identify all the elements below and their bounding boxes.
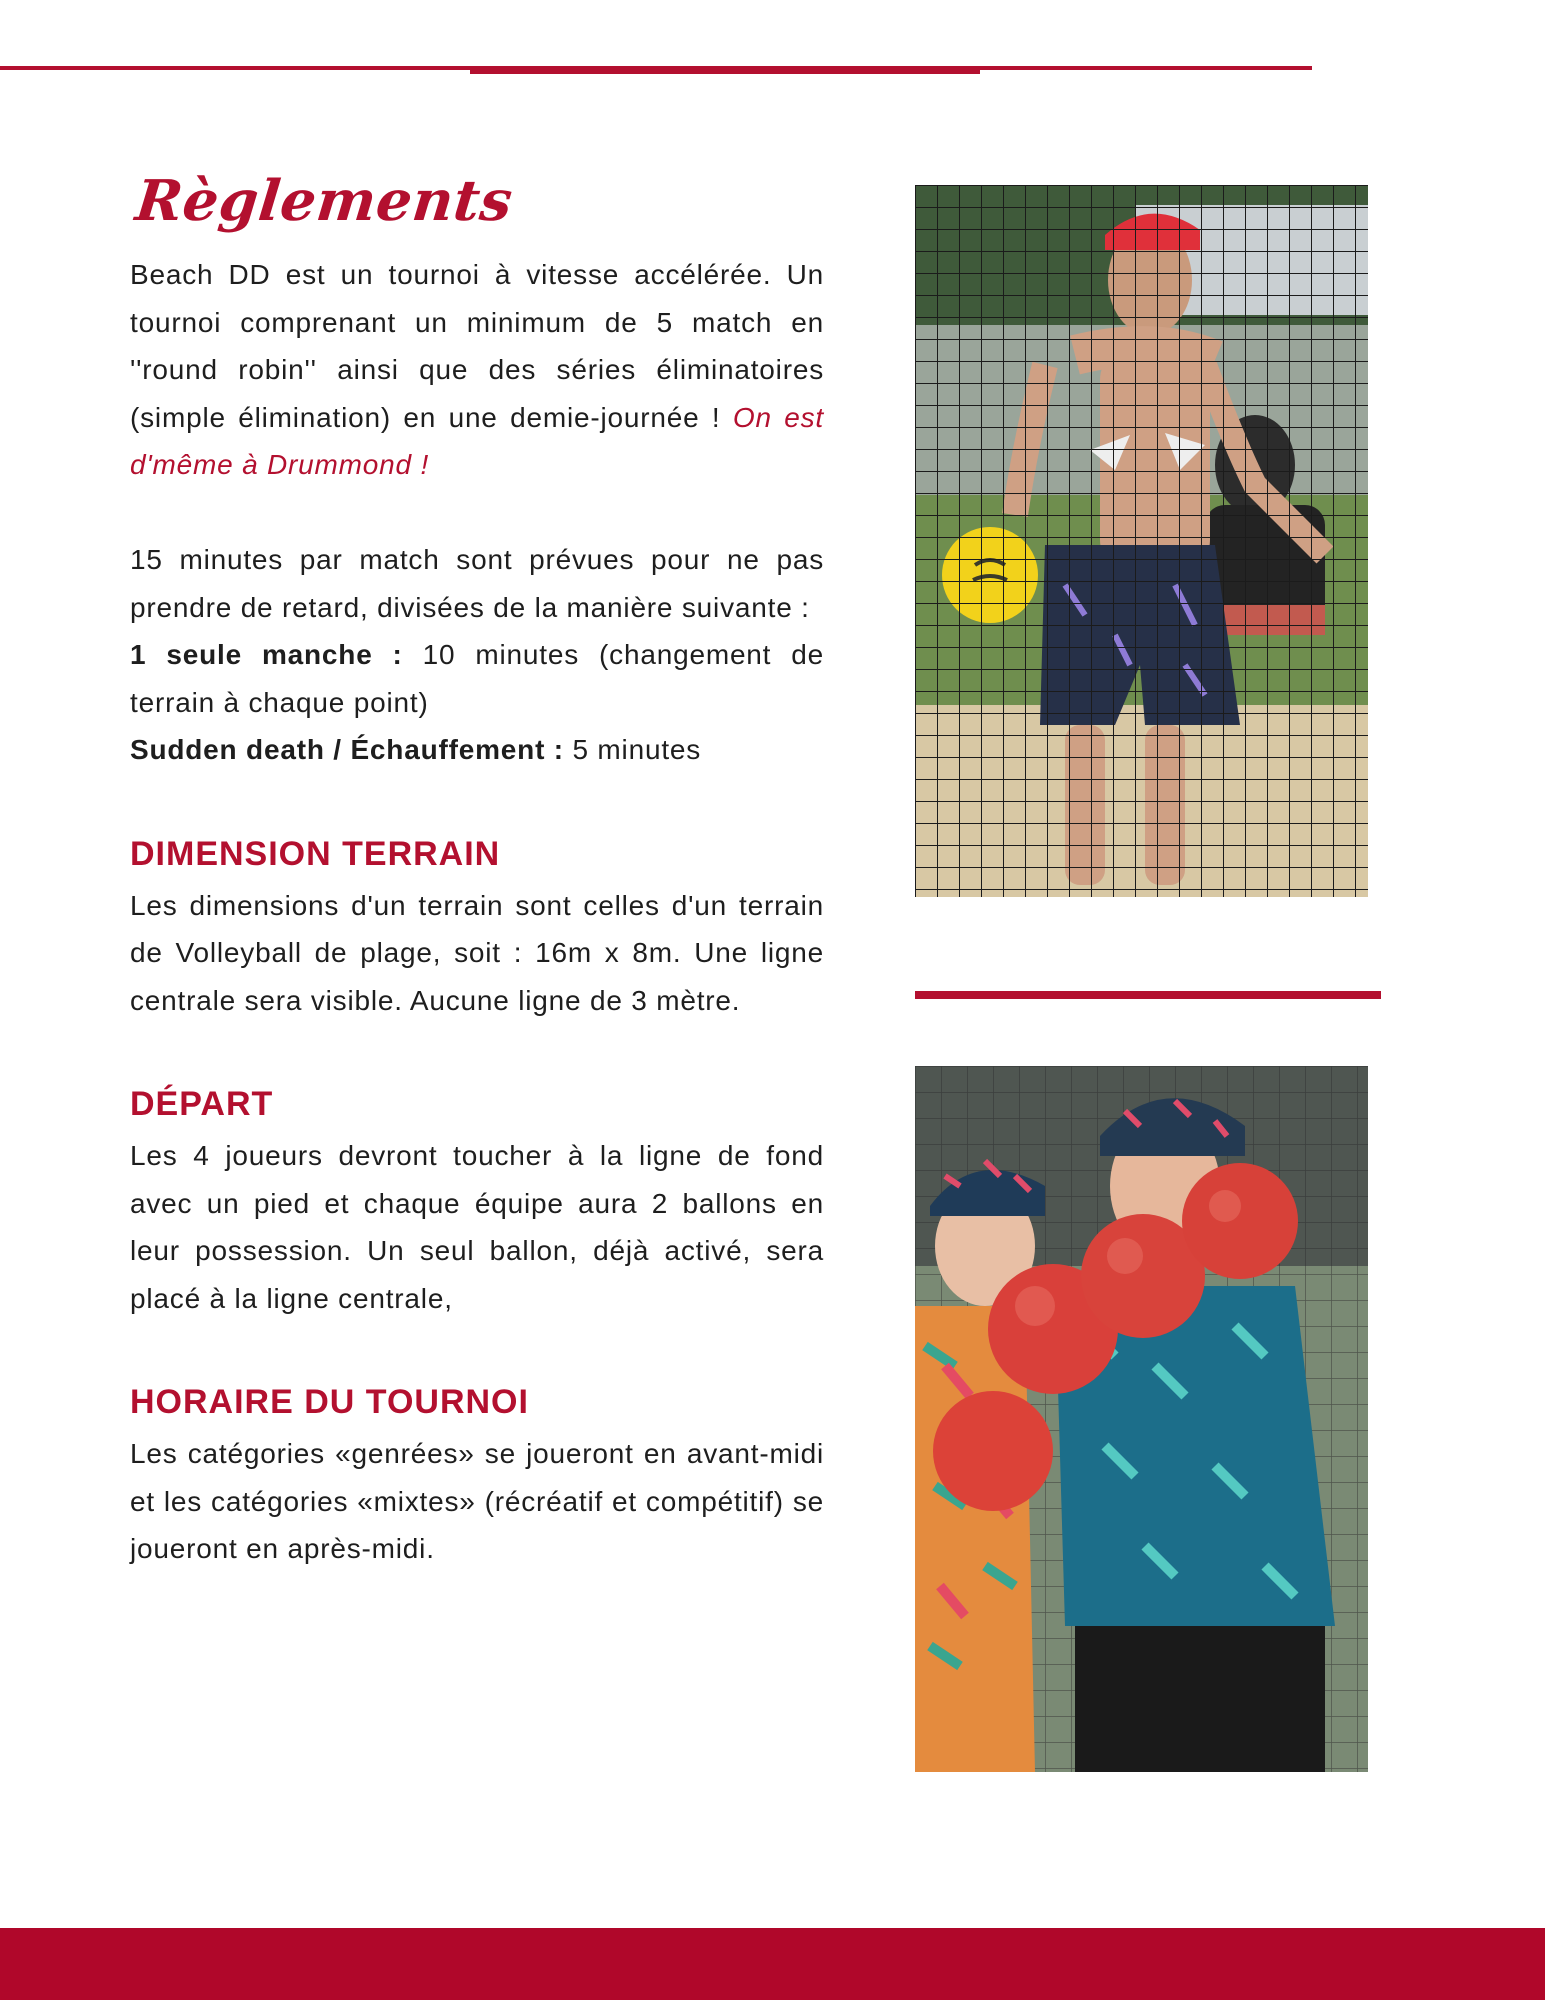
- intro-text: Beach DD est un tournoi à vitesse accélérée. Un tournoi comprenant un minimum de 5 match en ''round robin'' ainsi que des séries éliminatoires (simple élimination) en une demie-journée !: [130, 259, 824, 433]
- section-text-dimension: Les dimensions d'un terrain sont celles d'un terrain de Volleyball de plage, soit : 16m x 8m. Une ligne centrale sera visible. Aucune ligne de 3 mètre.: [130, 889, 824, 1016]
- footer-band-line: [240, 1926, 1256, 1928]
- section-heading-dimension: DIMENSION TERRAIN: [130, 834, 501, 873]
- footer-band: [0, 1928, 1545, 2000]
- section-heading-horaire: HORAIRE DU TOURNOI: [130, 1383, 529, 1421]
- timing-line-2-value: 5 minutes: [563, 734, 702, 765]
- page-title: Règlements: [132, 168, 516, 234]
- timing-paragraph: 15 minutes par match sont prévues pour ne pas prendre de retard, divisées de la manière suivante :: [130, 544, 824, 623]
- rules-text-column: [130, 251, 824, 1573]
- top-rule-accent: [470, 68, 980, 74]
- divider-rule: [915, 991, 1381, 999]
- intro-paragraph: [130, 251, 824, 489]
- players-photo-red-balls: [915, 1066, 1368, 1772]
- timing-line-2: [130, 726, 824, 774]
- timing-line-1: [130, 631, 824, 726]
- section-heading-depart: DÉPART: [130, 1085, 274, 1123]
- timing-line-1-value: 10 minutes (changement de terrain à chaque point): [130, 639, 824, 718]
- section-text-depart: Les 4 joueurs devront toucher à la ligne de fond avec un pied et chaque équipe aura 2 ballons en leur possession. Un seul ballon, déjà activé, sera placé à la ligne centrale,: [130, 1140, 824, 1314]
- timing-line-2-label: Sudden death / Échauffement :: [130, 734, 564, 765]
- player-photo-yellow-ball: [915, 185, 1368, 897]
- section-text-horaire: Les catégories «genrées» se joueront en avant-midi et les catégories «mixtes» (récréatif et compétitif) se joueront en après-midi.: [130, 1438, 824, 1564]
- intro-highlight: On est d'même à Drummond !: [130, 401, 824, 480]
- timing-line-1-label: 1 seule manche :: [130, 639, 403, 670]
